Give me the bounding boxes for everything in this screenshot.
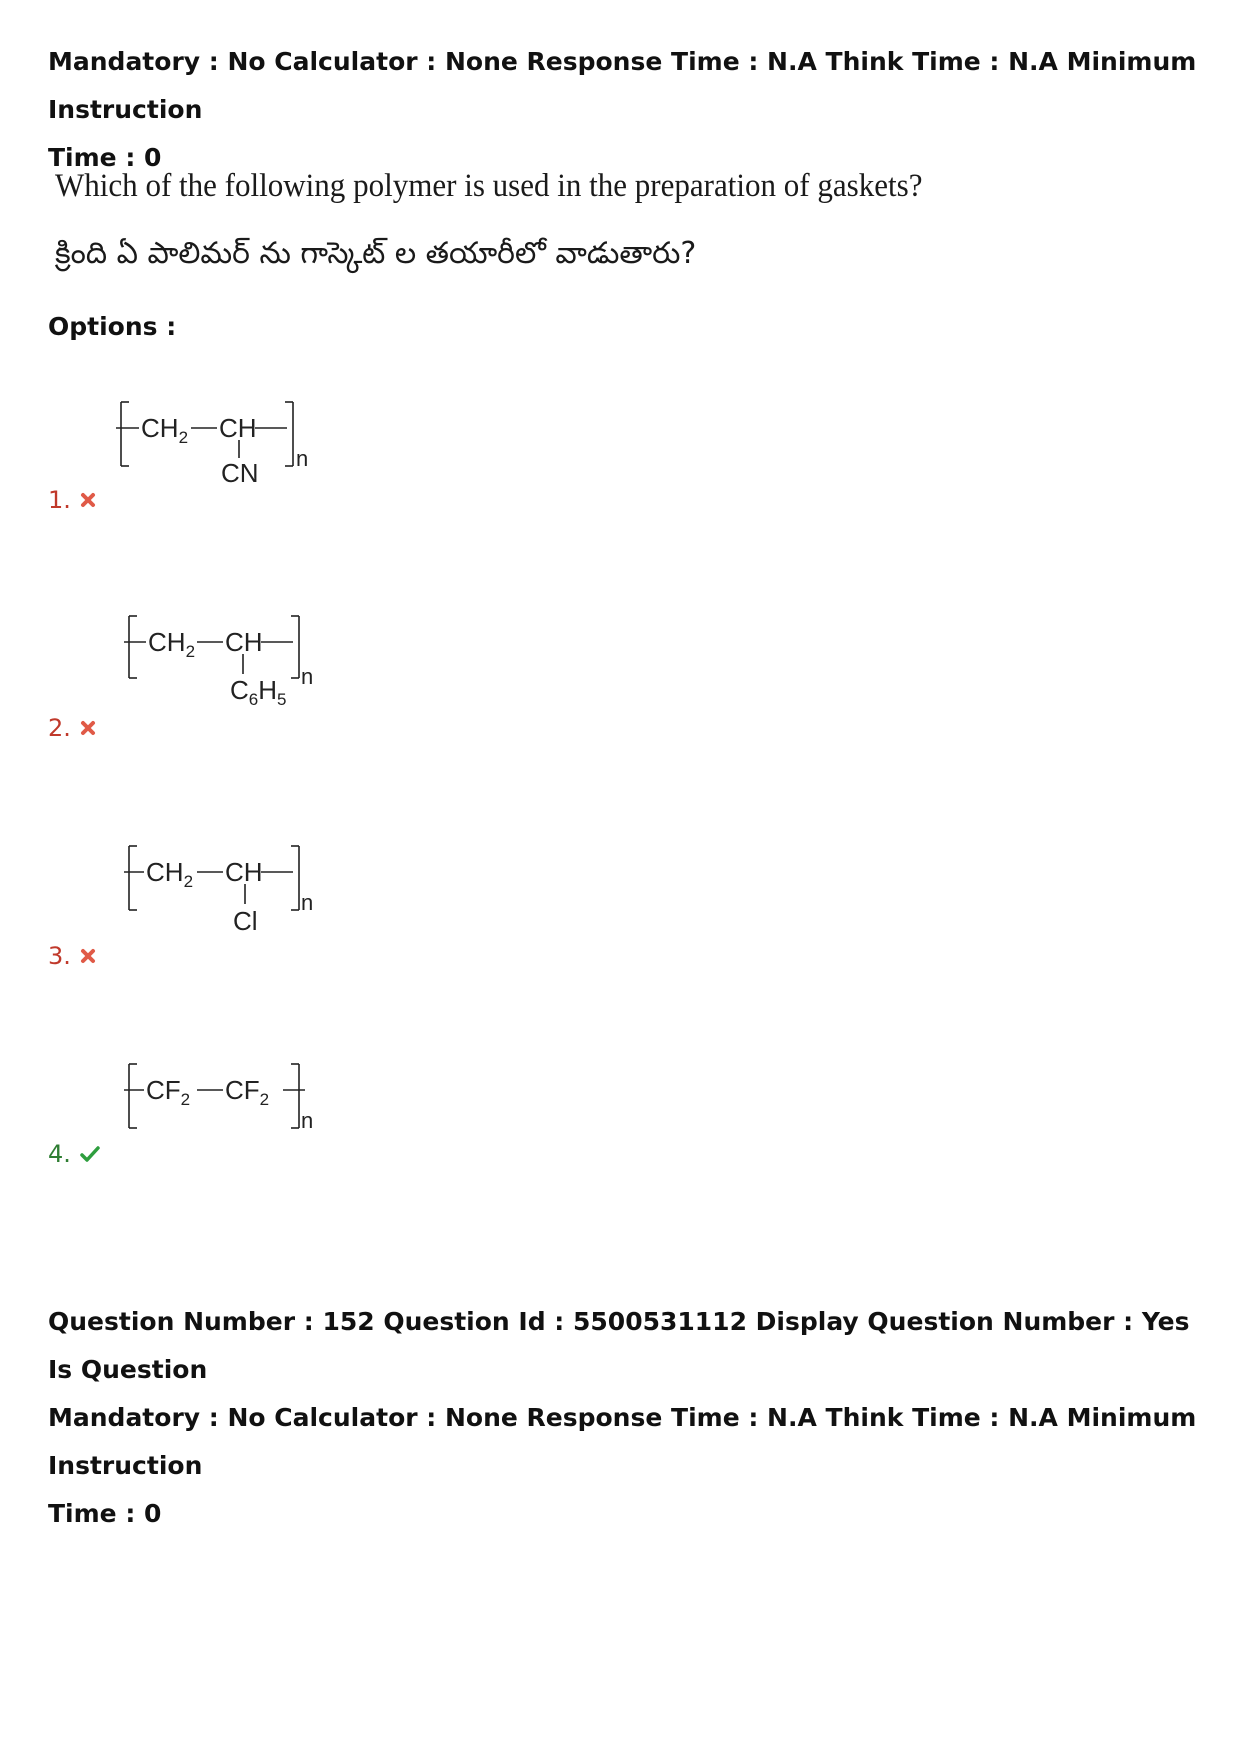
formula-substituent: H — [258, 675, 278, 705]
svg-text:CH2 — [146, 857, 193, 891]
option-2-formula — [115, 606, 355, 716]
formula-repeat-n: n — [301, 1108, 314, 1133]
question-meta-bottom — [48, 1298, 1208, 1538]
formula-substituent: C — [230, 675, 249, 705]
formula-substituent: Cl — [233, 906, 258, 936]
meta-line: Time : 0 — [48, 143, 162, 172]
cross-icon — [79, 719, 97, 737]
formula-subscript: 5 — [277, 690, 287, 709]
formula-group: CH — [219, 413, 257, 443]
formula-group: CH — [148, 627, 186, 657]
formula-repeat-n: n — [296, 446, 309, 471]
meta-line: Time : 0 — [48, 1499, 162, 1528]
svg-text:CF2 — [146, 1075, 190, 1109]
cross-icon — [79, 491, 97, 509]
formula-subscript: 6 — [248, 690, 259, 709]
svg-text:CF2 — [225, 1075, 269, 1109]
option-4-formula — [115, 1058, 355, 1168]
meta-line: Mandatory : No Calculator : None Response Time : N.A Think Time : N.A Minimum Instruction — [48, 47, 1197, 124]
option-number: 3. — [48, 942, 71, 970]
formula-subscript: 2 — [180, 1090, 191, 1109]
svg-text:C6H5 — [230, 675, 287, 709]
svg-text:CH2 — [141, 413, 188, 447]
meta-line: Question Number : 152 Question Id : 5500531112 Display Question Number : Yes Is Question — [48, 1307, 1190, 1384]
option-2[interactable] — [48, 714, 97, 742]
option-1[interactable] — [48, 486, 97, 514]
formula-subscript: 2 — [183, 872, 194, 891]
option-1-formula — [115, 380, 355, 490]
formula-group: CH — [225, 627, 263, 657]
svg-text:CH2 — [148, 627, 195, 661]
formula-subscript: 2 — [185, 642, 196, 661]
options-heading: Options : — [48, 312, 177, 341]
question-meta-top — [48, 38, 1208, 182]
formula-subscript: 2 — [259, 1090, 270, 1109]
option-number: 2. — [48, 714, 71, 742]
option-number: 4. — [48, 1140, 71, 1168]
question-text-telugu: క్రింది ఏ పాలిమర్ ను గాస్కెట్ ల తయారీలో వాడుతారు? — [55, 236, 697, 271]
meta-line: Mandatory : No Calculator : None Response Time : N.A Think Time : N.A Minimum Instruction — [48, 1403, 1197, 1480]
formula-group: CH — [141, 413, 179, 443]
formula-substituent: CN — [221, 458, 259, 488]
cross-icon — [79, 947, 97, 965]
question-text-english: Which of the following polymer is used in the preparation of gaskets? — [55, 168, 923, 204]
option-3[interactable] — [48, 942, 97, 970]
formula-group: CF — [225, 1075, 260, 1105]
option-4[interactable] — [48, 1140, 101, 1168]
option-3-formula — [115, 838, 355, 948]
formula-repeat-n: n — [301, 890, 314, 915]
check-icon — [79, 1145, 101, 1163]
formula-group: CH — [225, 857, 263, 887]
option-number: 1. — [48, 486, 71, 514]
formula-group: CH — [146, 857, 184, 887]
formula-repeat-n: n — [301, 664, 314, 689]
formula-group: CF — [146, 1075, 181, 1105]
formula-subscript: 2 — [178, 428, 189, 447]
